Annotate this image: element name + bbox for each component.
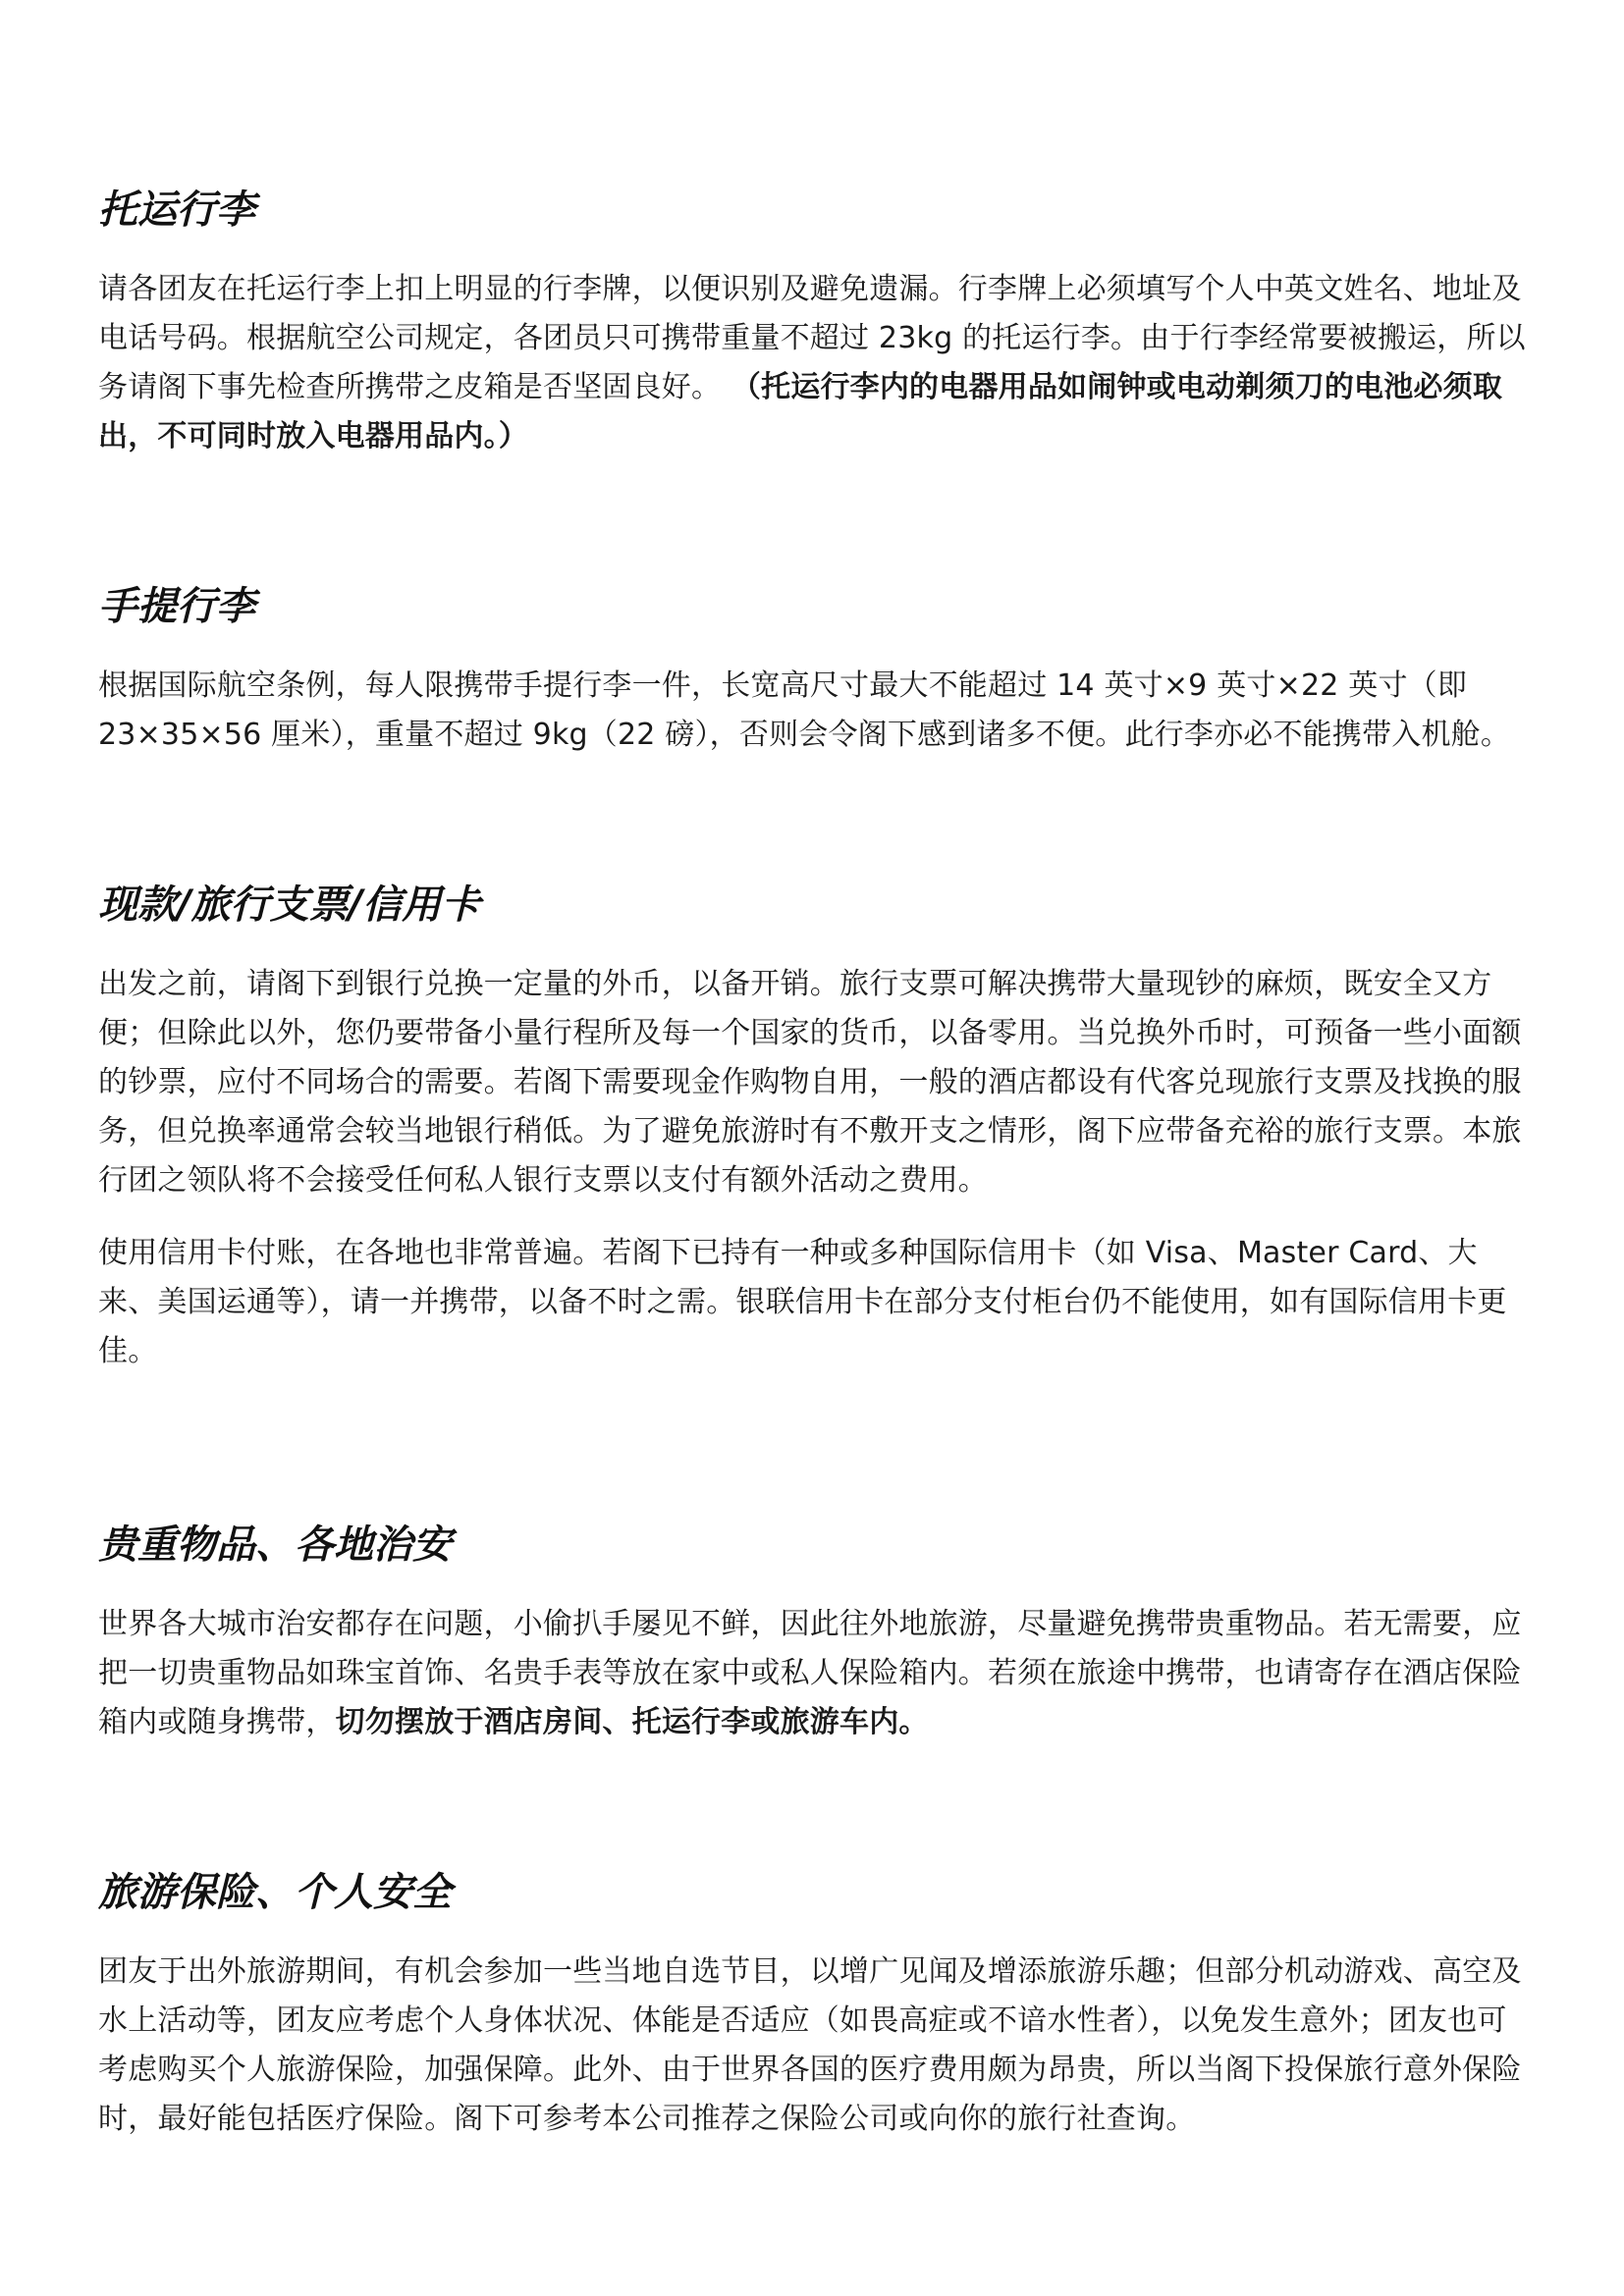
section-checked-baggage <box>98 187 1526 461</box>
paragraph-text: 团友于出外旅游期间，有机会参加一些当地自选节目，以增广见闻及增添旅游乐趣；但部分机动游戏、高空及水上活动等，团友应考虑个人身体状况、体能是否适应（如畏高症或不谙水性者），以免发生意外；团友也可考虑购买个人旅游保险，加强保障。此外、由于世界各国的医疗费用颇为昂贵，所以当阁下投保旅行意外保险时，最好能包括医疗保险。阁下可参考本公司推荐之保险公司或向你的旅行社查询。 <box>98 1954 1522 2136</box>
section-paragraph <box>98 662 1526 760</box>
paragraph-text: 使用信用卡付账，在各地也非常普遍。若阁下已持有一种或多种国际信用卡（如 Visa、Master Card、大来、美国运通等），请一并携带，以备不时之需。银联信用卡在部分支付柜台仍不能使用，如有国际信用卡更佳。 <box>98 1236 1507 1368</box>
section-heading: 托运行李 <box>98 187 255 233</box>
section-heading: 现款/旅行支票/信用卡 <box>98 882 481 928</box>
section-carry-on-baggage <box>98 583 1526 760</box>
paragraph-text: 出发之前，请阁下到银行兑换一定量的外币，以备开销。旅行支票可解决携带大量现钞的麻烦，既安全又方便；但除此以外，您仍要带备小量行程所及每一个国家的货币，以备零用。当兑换外币时，可预备一些小面额的钞票，应付不同场合的需要。若阁下需要现金作购物自用，一般的酒店都设有代客兑现旅行支票及找换的服务，但兑换率通常会较当地银行稍低。为了避免旅游时有不敷开支之情形，阁下应带备充裕的旅行支票。本旅行团之领队将不会接受任何私人银行支票以支付有额外活动之费用。 <box>98 967 1522 1198</box>
section-paragraph <box>98 1948 1526 2144</box>
paragraph-text: 世界各大城市治安都存在问题，小偷扒手屡见不鲜，因此往外地旅游，尽量避免携带贵重物品。若无需要，应把一切贵重物品如珠宝首饰、名贵手表等放在家中或私人保险箱内。若须在旅途中携带，也请寄存在酒店保险箱内或随身携带， <box>98 1607 1522 1739</box>
paragraph-bold-note: 切勿摆放于酒店房间、托运行李或旅游车内。 <box>335 1705 929 1739</box>
section-paragraph <box>98 960 1526 1205</box>
section-heading: 手提行李 <box>98 584 255 629</box>
section-paragraph <box>98 265 1526 461</box>
section-heading: 贵重物品、各地治安 <box>98 1522 452 1568</box>
section-paragraph <box>98 1229 1526 1376</box>
section-valuables-security <box>98 1522 1526 1747</box>
paragraph-text: 请各团友在托运行李上扣上明显的行李牌，以便识别及避免遗漏。行李牌上必须填写个人中英文姓名、地址及电话号码。根据航空公司规定，各团员只可携带重量不超过 23kg 的托运行李。由于行李经常要被搬运，所以务请阁下事先检查所携带之皮箱是否坚固良好。 <box>98 272 1526 404</box>
paragraph-bold-note: （托运行李内的电器用品如闹钟或电动剃须刀的电池必须取出，不可同时放入电器用品内。） <box>98 370 1503 454</box>
section-heading: 旅游保险、个人安全 <box>98 1870 452 1915</box>
paragraph-text: 根据国际航空条例，每人限携带手提行李一件，长宽高尺寸最大不能超过 14 英寸×9 英寸×22 英寸（即 23×35×56 厘米），重量不超过 9kg（22 磅），否则会令阁下感到诸多不便。此行李亦必不能携带入机舱。 <box>98 668 1511 752</box>
section-paragraph <box>98 1600 1526 1747</box>
section-cash-cheques-cards <box>98 881 1526 1376</box>
section-insurance-safety <box>98 1869 1526 2144</box>
